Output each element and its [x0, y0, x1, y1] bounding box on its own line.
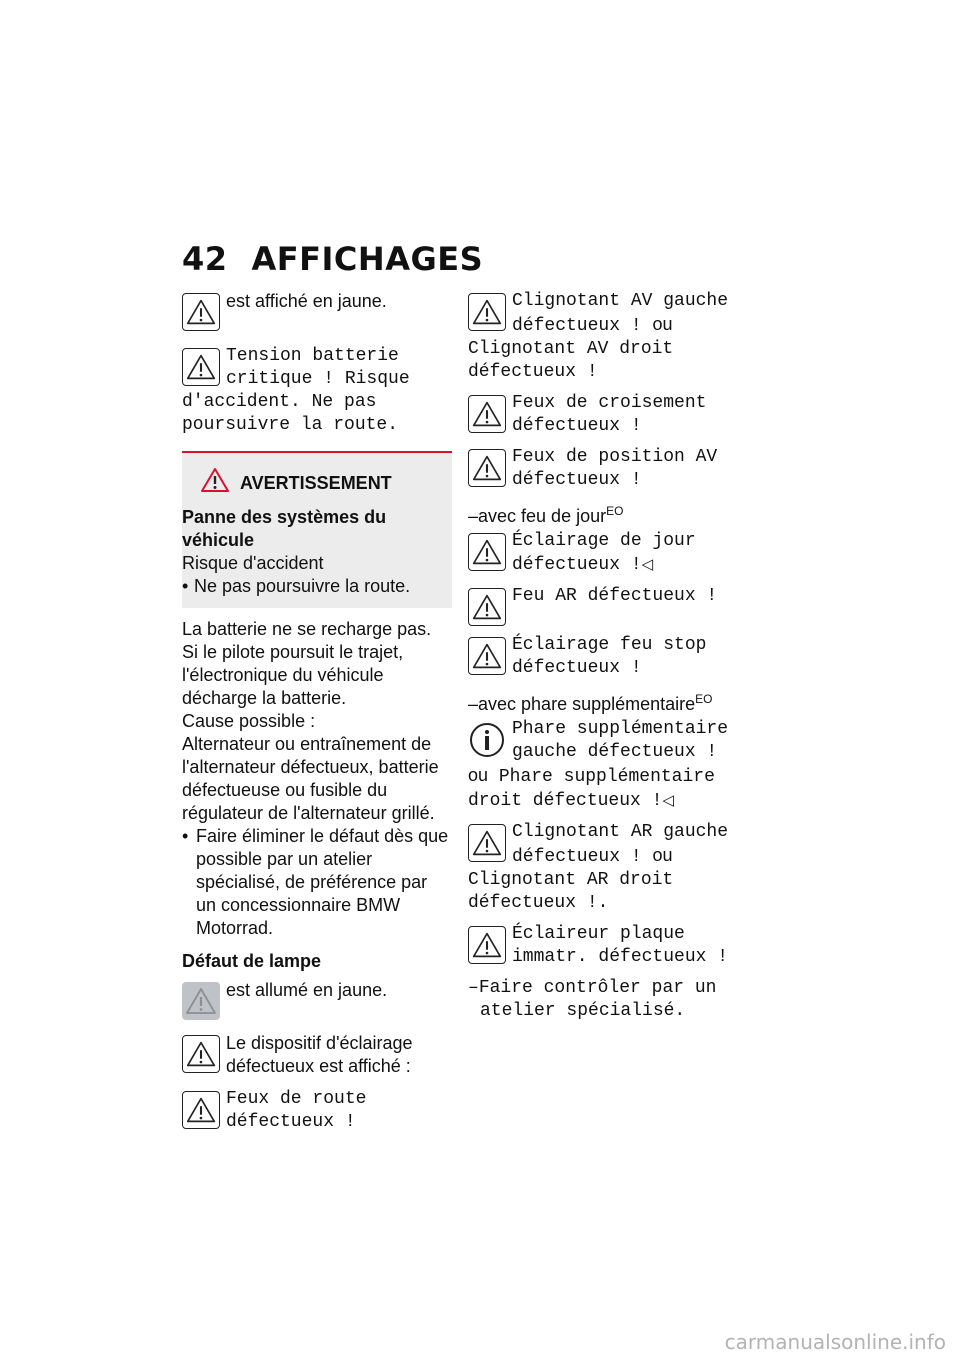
battery-paragraph: La batterie ne se recharge pas. Si le pilote poursuit le trajet, l'électronique du véhicule décharge la batterie. [182, 619, 432, 708]
end-triangle-icon: ◁ [641, 555, 654, 573]
eo-marker: EO [695, 692, 713, 706]
lamp-display-entry [182, 1032, 452, 1078]
end-triangle-icon: ◁ [662, 791, 674, 809]
warning-triangle-icon [182, 348, 220, 386]
eo-marker: EO [606, 504, 624, 518]
warning-bullet: • Ne pas poursuivre la route. [182, 575, 444, 598]
condition-text: avec feu de jour [478, 506, 607, 526]
page-header [182, 240, 483, 278]
entry-text-a: Phare supplémentaire gauche défectueux ! [512, 719, 729, 762]
warning-triangle-icon [468, 926, 506, 964]
entry-text [468, 530, 743, 577]
low-beam-entry [468, 392, 743, 438]
warning-triangle-red-icon [200, 467, 230, 493]
entry-text: est allumé en jaune. [226, 980, 388, 1000]
aux-light-entry [468, 718, 743, 813]
lamp-heading: Défaut de lampe [182, 951, 322, 971]
warning-triangle-icon [182, 1035, 220, 1073]
left-column [182, 290, 452, 1142]
plate-light-entry [468, 923, 743, 969]
warning-triangle-icon [182, 1091, 220, 1129]
entry-text-a: Éclairage de jour défectueux ! [512, 531, 696, 575]
instruction-text: Faire contrôler par un atelier spécialisé. [478, 978, 717, 1021]
check-instruction: –Faire contrôler par un atelier spécialisé. [468, 978, 717, 1021]
or-word: ou [468, 765, 489, 785]
warning-triangle-icon [468, 588, 506, 626]
entry-text: Feu AR défectueux ! [512, 586, 718, 606]
entry-text [468, 718, 743, 813]
condition-text: avec phare supplémentaire [478, 694, 696, 714]
warning-subtitle: Panne des systèmes du véhicule [182, 507, 387, 550]
entry-text: Feux de route défectueux ! [226, 1089, 367, 1132]
entry-text: est affiché en jaune. [226, 291, 387, 311]
warning-triangle-icon [468, 637, 506, 675]
warning-line: Risque d'accident [182, 553, 324, 573]
high-beam-entry [182, 1088, 452, 1134]
position-light-entry [468, 446, 743, 492]
warning-triangle-icon [182, 293, 220, 331]
brake-light-entry [468, 634, 743, 680]
entry-text-a: Clignotant AR gauche défectueux ! [512, 822, 729, 867]
entry-text: Feux de position AV défectueux ! [512, 447, 718, 490]
fix-bullet: • Faire éliminer le défaut dès que possible par un atelier spécialisé, de préférence par un concessionnaire BMW Motorrad. [182, 825, 452, 940]
info-icon [468, 721, 506, 759]
entry-text-b: Clignotant AV droit défectueux ! [468, 339, 674, 382]
aux-light-condition: –avec phare supplémentaire$^{EO}$ [468, 692, 713, 714]
warning-triangle-icon [468, 824, 506, 862]
day-light-condition: –avec feu de jour$^{EO}$ [468, 504, 624, 526]
entry-text [468, 821, 743, 915]
warning-triangle-filled-icon [182, 982, 220, 1020]
or-word: ou [652, 845, 673, 865]
day-light-entry [468, 530, 743, 577]
front-indicator-entry [468, 290, 743, 384]
entry-text: Le dispositif d'éclairage défectueux est affiché : [226, 1033, 413, 1076]
warning-yellow-entry [182, 290, 452, 331]
entry-text-b: Phare supplémentaire droit défectueux ! [468, 767, 715, 811]
page-title: AFFICHAGES [251, 240, 484, 278]
entry-text: Éclairage feu stop défectueux ! [512, 635, 707, 678]
footer-watermark: carmanualsonline.info [724, 1330, 946, 1354]
entry-text: Tension batterie critique ! Risque d'accident. Ne pas poursuivre la route. [182, 346, 410, 435]
cause-label: Cause possible : [182, 711, 316, 731]
entry-text [468, 290, 743, 384]
rear-indicator-entry [468, 821, 743, 915]
right-column [468, 290, 743, 1023]
lamp-lit-entry [182, 979, 452, 1020]
cause-text: Alternateur ou entraînement de l'alternateur défectueux, batterie défectueuse ou fusible du régulateur de l'alternateur grillé. [182, 734, 439, 823]
warning-triangle-icon [468, 395, 506, 433]
or-word: ou [652, 314, 673, 334]
entry-text-b: Clignotant AR droit défectueux !. [468, 870, 674, 913]
rear-light-entry [468, 585, 743, 626]
page-number: 42 [182, 240, 228, 278]
battery-critical-entry [182, 345, 452, 437]
warning-triangle-icon [468, 533, 506, 571]
entry-text-a: Clignotant AV gauche défectueux ! [512, 291, 729, 336]
warning-title-text: AVERTISSEMENT [240, 473, 392, 493]
warning-triangle-icon [468, 449, 506, 487]
entry-text: Éclaireur plaque immatr. défectueux ! [512, 924, 729, 967]
warning-box [182, 451, 452, 608]
warning-triangle-icon [468, 293, 506, 331]
warning-title [182, 467, 444, 494]
entry-text: Feux de croisement défectueux ! [512, 393, 707, 436]
